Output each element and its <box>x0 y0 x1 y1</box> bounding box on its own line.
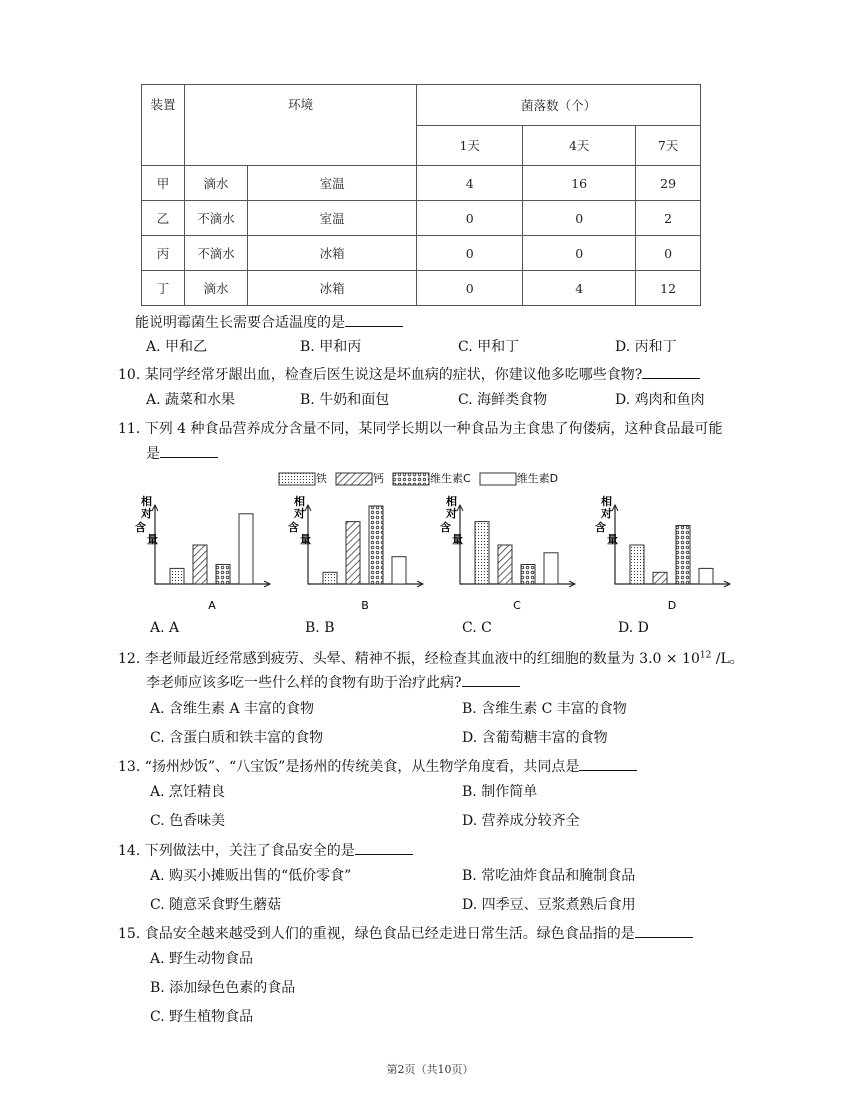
table-row: 丙 不滴水 冰箱 0 0 0 <box>142 236 701 271</box>
bar-钙 <box>346 522 360 584</box>
y-axis-label-char: 对 <box>294 507 305 520</box>
y-axis-label-char: 对 <box>446 507 457 520</box>
q9-option-d[interactable]: D. 丙和丁 <box>615 339 677 355</box>
q14-option-d[interactable]: D. 四季豆、豆浆煮熟后食用 <box>462 897 636 913</box>
q14-option-a[interactable]: A. 购买小摊贩出售的“低价零食” <box>150 868 352 884</box>
header-device: 装置 <box>142 85 185 166</box>
q10-option-b[interactable]: B. 牛奶和面包 <box>300 392 390 408</box>
q9-option-b[interactable]: B. 甲和丙 <box>300 339 362 355</box>
q10-stem: 10. 某同学经常牙龈出血，检查后医生说这是坏血病的症状，你建议他多吃哪些食物? <box>118 364 700 384</box>
chart-A <box>135 494 270 612</box>
q15-option-b[interactable]: B. 添加绿色色素的食品 <box>150 980 296 996</box>
y-axis-label-char: 相 <box>141 495 152 508</box>
legend-calcium: 钙 <box>335 470 384 486</box>
page-footer: 第2页（共10页） <box>386 1063 474 1076</box>
chart-title: B <box>361 599 369 612</box>
y-axis-label-char: 量 <box>607 533 618 546</box>
table-row: 甲 滴水 室温 4 16 29 <box>142 166 701 201</box>
y-axis-label-char: 量 <box>147 533 158 546</box>
legend-iron: 铁 <box>278 470 327 486</box>
bar-维生素C <box>369 506 383 584</box>
q9-option-a[interactable]: A. 甲和乙 <box>146 339 208 355</box>
q11-option-a[interactable]: A. A <box>150 620 180 636</box>
q11-option-d[interactable]: D. D <box>618 620 649 636</box>
q11-stem: 11. 下列 4 种食品营养成分含量不同，某同学长期以一种食品为主食患了佝偻病，这种食品最可能 <box>118 421 723 437</box>
legend-vitamin-c: 维生素C <box>392 470 471 486</box>
q12-option-c[interactable]: C. 含蛋白质和铁丰富的食物 <box>150 730 324 746</box>
y-axis-label-char: 相 <box>601 495 612 508</box>
q13-stem: 13. “扬州炒饭”、“八宝饭”是扬州的传统美食，从生物学角度看，共同点是 <box>118 756 637 776</box>
q10-option-d[interactable]: D. 鸡肉和鱼肉 <box>615 392 705 408</box>
q14-stem: 14. 下列做法中，关注了食品安全的是 <box>118 840 413 860</box>
header-day4: 4天 <box>523 125 636 166</box>
y-axis-label-char: 对 <box>601 507 612 520</box>
answer-blank[interactable] <box>355 842 413 855</box>
y-axis-label-char: 含 <box>440 521 451 534</box>
bar-维生素D <box>392 557 406 584</box>
q11-option-c[interactable]: C. C <box>462 620 492 636</box>
q11-option-b[interactable]: B. B <box>305 620 335 636</box>
q13-option-b[interactable]: B. 制作简单 <box>462 784 538 800</box>
q12-stem-cont: 李老师应该多吃一些什么样的食物有助于治疗此病? <box>146 672 520 692</box>
bar-维生素D <box>544 553 558 584</box>
table-row: 丁 滴水 冰箱 0 4 12 <box>142 271 701 306</box>
q13-option-d[interactable]: D. 营养成分较齐全 <box>462 813 580 829</box>
header-colonies: 菌落数（个） <box>417 85 701 126</box>
y-axis-label-char: 含 <box>135 521 146 534</box>
chart-title: C <box>513 599 521 612</box>
bar-铁 <box>323 572 337 584</box>
header-day7: 7天 <box>636 125 701 166</box>
y-axis-label-char: 含 <box>595 521 606 534</box>
y-axis-label-char: 相 <box>294 495 305 508</box>
q12-option-a[interactable]: A. 含维生素 A 丰富的食物 <box>150 701 315 717</box>
chart-C <box>440 494 575 612</box>
y-axis-label-char: 量 <box>452 533 463 546</box>
bar-钙 <box>498 545 512 584</box>
q9-stem: 能说明霉菌生长需要合适温度的是 <box>135 312 403 332</box>
table-row: 乙 不滴水 室温 0 0 2 <box>142 201 701 236</box>
bar-维生素C <box>216 565 230 585</box>
q14-option-b[interactable]: B. 常吃油炸食品和腌制食品 <box>462 868 636 884</box>
bar-铁 <box>170 568 184 584</box>
header-day1: 1天 <box>417 125 523 166</box>
chart-B <box>288 494 423 612</box>
bar-维生素C <box>676 526 690 585</box>
q12-option-d[interactable]: D. 含葡萄糖丰富的食物 <box>462 730 608 746</box>
q14-option-c[interactable]: C. 随意采食野生蘑菇 <box>150 897 282 913</box>
q15-option-c[interactable]: C. 野生植物食品 <box>150 1009 254 1025</box>
q12-stem: 12. 李老师最近经常感到疲劳、头晕、精神不振，经检查其血液中的红细胞的数量为 $3.0 \times 10^{12}$ /L。 <box>118 650 744 667</box>
q11-stem-cont: 是 <box>146 443 218 463</box>
q13-option-a[interactable]: A. 烹饪精良 <box>150 784 226 800</box>
bar-铁 <box>475 522 489 584</box>
chart-title: A <box>208 599 216 612</box>
legend-vitamin-d: 维生素D <box>479 470 558 486</box>
bar-维生素D <box>699 568 713 584</box>
q15-stem: 15. 食品安全越来越受到人们的重视，绿色食品已经走进日常生活。绿色食品指的是 <box>118 923 693 943</box>
bar-维生素D <box>239 514 253 584</box>
bar-维生素C <box>521 565 535 585</box>
q15-option-a[interactable]: A. 野生动物食品 <box>150 951 254 967</box>
y-axis-label-char: 相 <box>446 495 457 508</box>
y-axis-label-char: 量 <box>300 533 311 546</box>
q10-option-c[interactable]: C. 海鲜类食物 <box>458 392 548 408</box>
answer-blank[interactable] <box>635 925 693 938</box>
answer-blank[interactable] <box>462 674 520 687</box>
bar-钙 <box>653 572 667 584</box>
y-axis-label-char: 含 <box>288 521 299 534</box>
answer-blank[interactable] <box>579 758 637 771</box>
q13-option-c[interactable]: C. 色香味美 <box>150 813 226 829</box>
bar-铁 <box>630 545 644 584</box>
q9-option-c[interactable]: C. 甲和丁 <box>458 339 520 355</box>
chart-D <box>595 494 730 612</box>
chart-title: D <box>667 599 677 612</box>
header-environment: 环境 <box>185 85 417 166</box>
bar-钙 <box>193 545 207 584</box>
q10-option-a[interactable]: A. 蔬菜和水果 <box>146 392 236 408</box>
y-axis-label-char: 对 <box>141 507 152 520</box>
q12-option-b[interactable]: B. 含维生素 C 丰富的食物 <box>462 701 627 717</box>
